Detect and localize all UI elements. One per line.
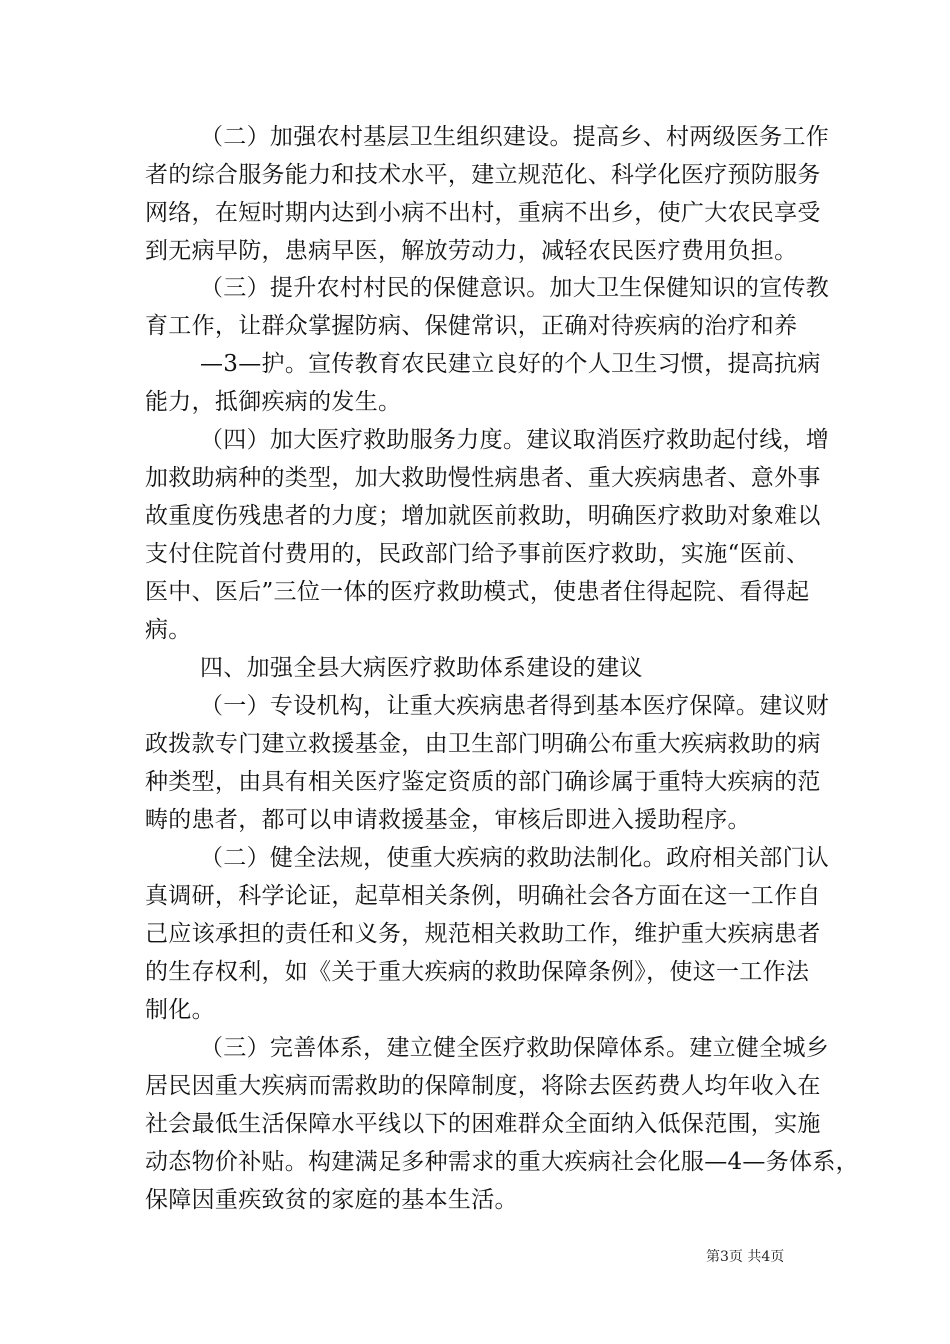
paragraph-2-line-4: 到无病早防，患病早医，解放劳动力，减轻农民医疗费用负担。	[145, 238, 798, 264]
paragraph-7-line-1: （三）完善体系，建立健全医疗救助保障体系。建立健全城乡	[200, 1035, 830, 1061]
paragraph-5-line-1: （一）专设机构，让重大疾病患者得到基本医疗保障。建议财	[200, 693, 830, 719]
paragraph-3-line-1: （三）提升农村村民的保健意识。加大卫生保健知识的宣传教	[200, 275, 830, 301]
section-heading: 四、加强全县大病医疗救助体系建设的建议	[200, 655, 643, 681]
paragraph-4-line-5: 医中、医后”三位一体的医疗救助模式，使患者住得起院、看得起	[145, 579, 810, 605]
paragraph-6-line-4: 的生存权利，如《关于重大疾病的救助保障条例》，使这一工作法	[145, 959, 810, 985]
paragraph-6-line-5: 制化。	[145, 997, 215, 1023]
paragraph-4-line-6: 病。	[145, 617, 192, 643]
paragraph-3-line-4: 能力，抵御疾病的发生。	[145, 389, 402, 415]
paragraph-4-line-4: 支付住院首付费用的，民政部门给予事前医疗救助，实施“医前、	[145, 541, 810, 567]
page-number-footer: 第3页 共4页	[706, 1249, 785, 1265]
paragraph-4-line-2: 加救助病种的类型，加大救助慢性病患者、重大疾病患者、意外事	[145, 465, 821, 491]
paragraph-7-line-5: 保障因重疾致贫的家庭的基本生活。	[145, 1187, 518, 1213]
paragraph-7-line-3: 社会最低生活保障水平线以下的困难群众全面纳入低保范围，实施	[145, 1111, 821, 1137]
paragraph-5-line-4: 畴的患者，都可以申请救援基金，审核后即进入援助程序。	[145, 807, 751, 833]
paragraph-7-line-2: 居民因重大疾病而需救助的保障制度，将除去医药费人均年收入在	[145, 1073, 821, 1099]
paragraph-2-line-2: 者的综合服务能力和技术水平，建立规范化、科学化医疗预防服务	[145, 162, 821, 188]
paragraph-5-line-3: 种类型，由具有相关医疗鉴定资质的部门确诊属于重特大疾病的范	[145, 769, 821, 795]
paragraph-3-line-3: —3—护。宣传教育农民建立良好的个人卫生习惯，提高抗病	[200, 351, 821, 377]
paragraph-6-line-1: （二）健全法规，使重大疾病的救助法制化。政府相关部门认	[200, 845, 830, 871]
paragraph-2-line-1: （二）加强农村基层卫生组织建设。提高乡、村两级医务工作	[200, 124, 830, 150]
paragraph-5-line-2: 政拨款专门建立救援基金，由卫生部门明确公布重大疾病救助的病	[145, 731, 821, 757]
paragraph-4-line-3: 故重度伤残患者的力度；增加就医前救助，明确医疗救助对象难以	[145, 503, 821, 529]
paragraph-2-line-3: 网络，在短时期内达到小病不出村，重病不出乡，使广大农民享受	[145, 200, 821, 226]
paragraph-6-line-3: 己应该承担的责任和义务，规范相关救助工作，维护重大疾病患者	[145, 921, 821, 947]
paragraph-6-line-2: 真调研，科学论证，起草相关条例，明确社会各方面在这一工作自	[145, 883, 821, 909]
paragraph-7-line-4: 动态物价补贴。构建满足多种需求的重大疾病社会化服—4—务体系，	[145, 1149, 859, 1175]
paragraph-3-line-2: 育工作，让群众掌握防病、保健常识，正确对待疾病的治疗和养	[145, 313, 798, 339]
paragraph-4-line-1: （四）加大医疗救助服务力度。建议取消医疗救助起付线，增	[200, 427, 830, 453]
